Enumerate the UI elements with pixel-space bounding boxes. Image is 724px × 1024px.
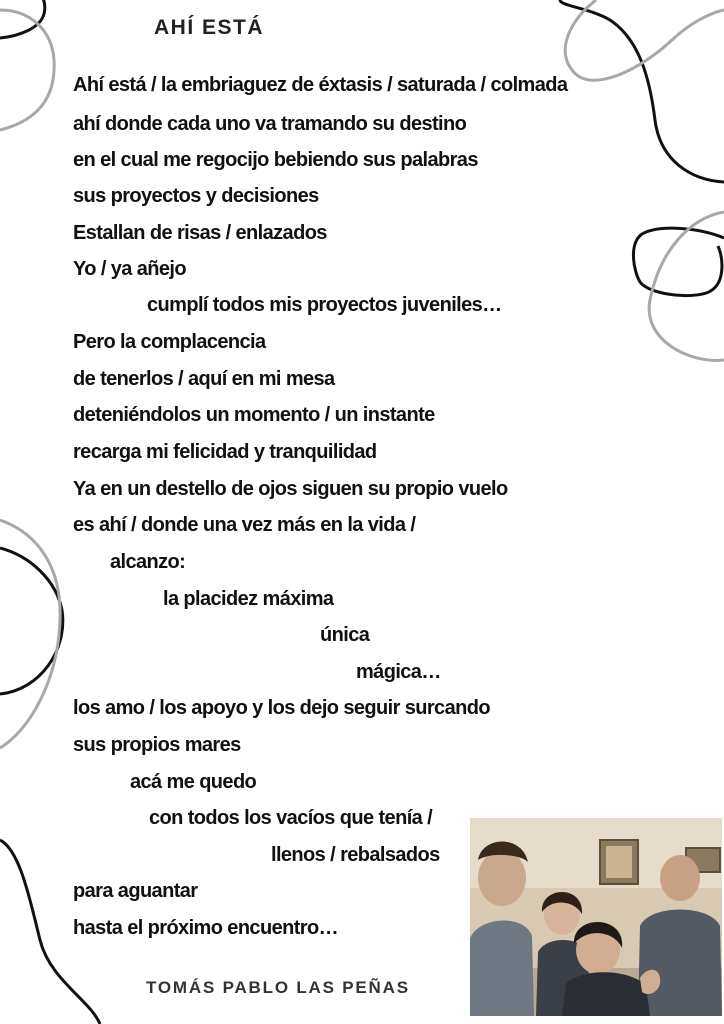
poem-line: Yo / ya añejo: [73, 258, 186, 280]
poem-line: única: [320, 624, 370, 646]
family-photo: [470, 818, 722, 1016]
poem-line: hasta el próximo encuentro…: [73, 917, 338, 939]
poem-line: sus proyectos y decisiones: [73, 185, 319, 207]
poem-line: mágica…: [356, 661, 441, 683]
poem-line: es ahí / donde una vez más en la vida /: [73, 514, 416, 536]
poem-line: de tenerlos / aquí en mi mesa: [73, 368, 335, 390]
poem-line: cumplí todos mis proyectos juveniles…: [147, 294, 502, 316]
poem-line: con todos los vacíos que tenía /: [149, 807, 433, 829]
poem-line: Ya en un destello de ojos siguen su propio vuelo: [73, 478, 508, 500]
poem-line: acá me quedo: [130, 771, 257, 793]
poem-title: AHÍ ESTÁ: [154, 16, 265, 39]
photo-illustration: [470, 818, 722, 1016]
poem-line: Estallan de risas / enlazados: [73, 222, 327, 244]
poem-line: deteniéndolos un momento / un instante: [73, 404, 435, 426]
poem-line: los amo / los apoyo y los dejo seguir surcando: [73, 697, 490, 719]
poem-line: sus propios mares: [73, 734, 241, 756]
poem-line: recarga mi felicidad y tranquilidad: [73, 441, 377, 463]
poem-line: Ahí está / la embriaguez de éxtasis / saturada / colmada: [73, 74, 568, 96]
poem-line: en el cual me regocijo bebiendo sus palabras: [73, 149, 478, 171]
poem-line: Pero la complacencia: [73, 331, 266, 353]
poem-line: para aguantar: [73, 880, 198, 902]
poem-line: alcanzo:: [110, 551, 186, 573]
poem-line: llenos / rebalsados: [271, 844, 440, 866]
poem-line: la placidez máxima: [163, 588, 334, 610]
poem-line: ahí donde cada uno va tramando su destino: [73, 113, 467, 135]
author-name: TOMÁS PABLO LAS PEÑAS: [146, 978, 410, 997]
